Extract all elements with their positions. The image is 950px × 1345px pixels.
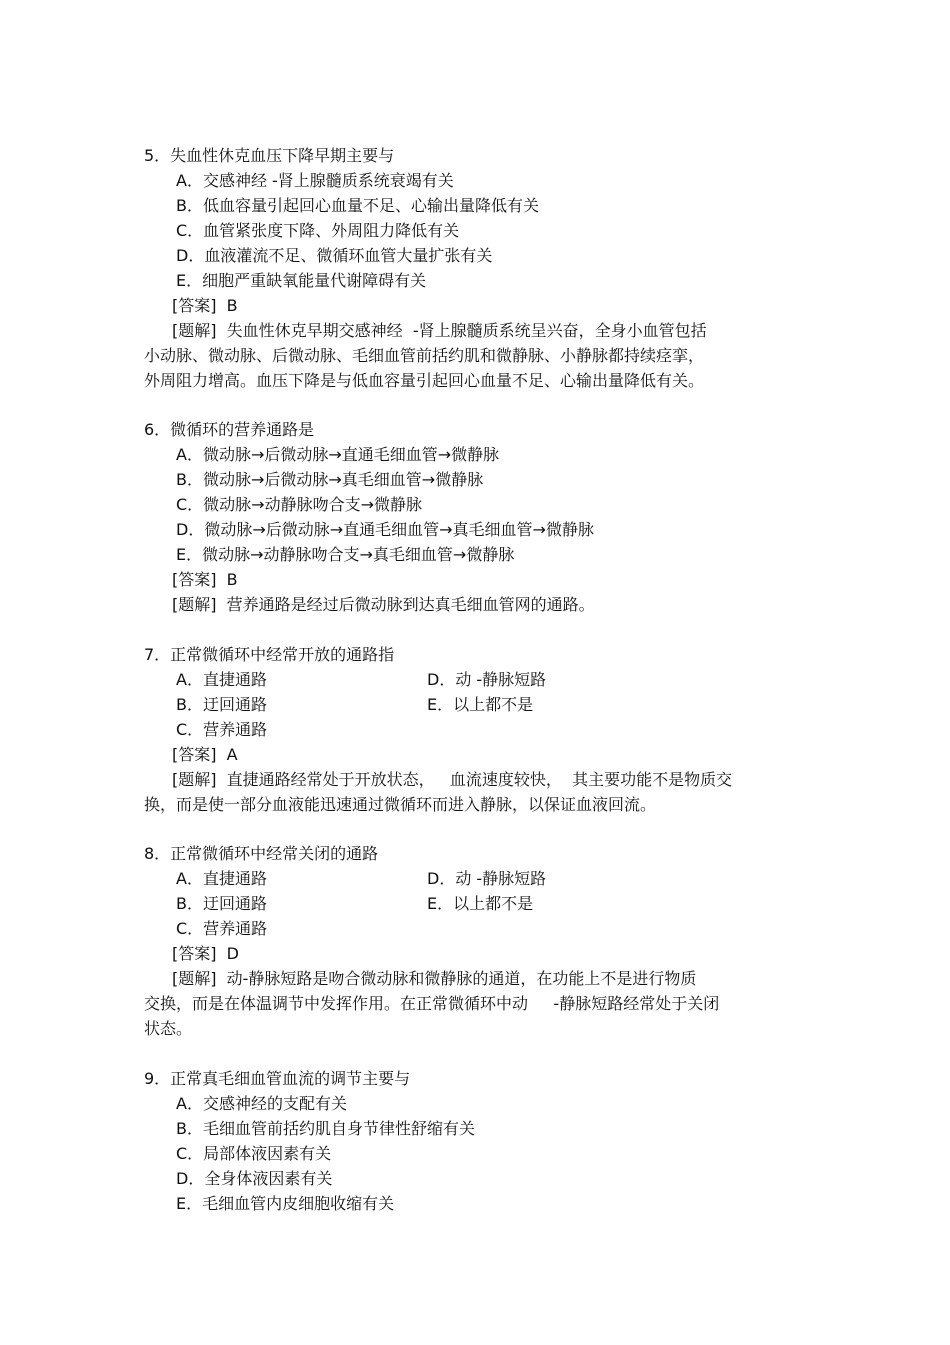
answer: [答案] B <box>172 296 238 315</box>
option: D．血液灌流不足、微循环血管大量扩张有关 <box>176 246 493 265</box>
option: E．微动脉→动静脉吻合支→真毛细血管→微静脉 <box>176 545 515 564</box>
option: D．微动脉→后微动脉→直通毛细血管→真毛细血管→微静脉 <box>176 520 594 539</box>
explanation-line: [题解] 营养通路是经过后微动脉到达真毛细血管网的通路。 <box>172 595 595 614</box>
explanation-line: [题解] 动-静脉短路是吻合微动脉和微静脉的通道，在功能上不是进行物质 <box>172 969 697 988</box>
option: C．局部体液因素有关 <box>176 1144 332 1163</box>
explanation-line: 小动脉、微动脉、后微动脉、毛细血管前括约肌和微静脉、小静脉都持续痉挛， <box>144 346 705 365</box>
option: C．营养通路 <box>176 720 268 739</box>
option: A．直捷通路 <box>176 670 267 689</box>
option: E．以上都不是 <box>427 894 534 913</box>
answer: [答案] D <box>172 944 239 963</box>
option: B．迂回通路 <box>176 695 267 714</box>
explanation-line: 外周阻力增高。血压下降是与低血容量引起回心血量不足、心输出量降低有关。 <box>144 371 705 390</box>
question-stem: 7．正常微循环中经常开放的通路指 <box>144 645 395 664</box>
option: B．微动脉→后微动脉→真毛细血管→微静脉 <box>176 470 484 489</box>
option: C．微动脉→动静脉吻合支→微静脉 <box>176 495 422 514</box>
option: B．低血容量引起回心血量不足、心输出量降低有关 <box>176 196 539 215</box>
option: E．以上都不是 <box>427 695 534 714</box>
explanation-line: 换，而是使一部分血液能迅速通过微循环而进入静脉，以保证血液回流。 <box>144 795 657 814</box>
question-stem: 8．正常微循环中经常关闭的通路 <box>144 844 379 863</box>
explanation-line: [题解] 直捷通路经常处于开放状态， 血流速度较快， 其主要功能不是物质交 <box>172 770 733 789</box>
answer: [答案] B <box>172 570 238 589</box>
question-stem: 6．微循环的营养通路是 <box>144 420 315 439</box>
option: A．交感神经的支配有关 <box>176 1094 347 1113</box>
question-stem: 9．正常真毛细血管血流的调节主要与 <box>144 1069 411 1088</box>
option: D．动 -静脉短路 <box>427 670 547 689</box>
option: C．营养通路 <box>176 919 268 938</box>
explanation-line: [题解] 失血性休克早期交感神经 -肾上腺髓质系统呈兴奋，全身小血管包括 <box>172 321 707 340</box>
explanation-line: 交换，而是在体温调节中发挥作用。在正常微循环中动 -静脉短路经常处于关闭 <box>144 994 720 1013</box>
option: B．毛细血管前括约肌自身节律性舒缩有关 <box>176 1119 475 1138</box>
option: E．细胞严重缺氧能量代谢障碍有关 <box>176 271 427 290</box>
option: A．交感神经 -肾上腺髓质系统衰竭有关 <box>176 171 454 190</box>
option: D．动 -静脉短路 <box>427 869 547 888</box>
option: A．微动脉→后微动脉→直通毛细血管→微静脉 <box>176 445 500 464</box>
option: E．毛细血管内皮细胞收缩有关 <box>176 1194 395 1213</box>
answer: [答案] A <box>172 745 238 764</box>
option: A．直捷通路 <box>176 869 267 888</box>
option: D．全身体液因素有关 <box>176 1169 333 1188</box>
option: C．血管紧张度下降、外周阻力降低有关 <box>176 221 460 240</box>
explanation-line: 状态。 <box>144 1019 193 1038</box>
option: B．迂回通路 <box>176 894 267 913</box>
question-stem: 5．失血性休克血压下降早期主要与 <box>144 146 395 165</box>
